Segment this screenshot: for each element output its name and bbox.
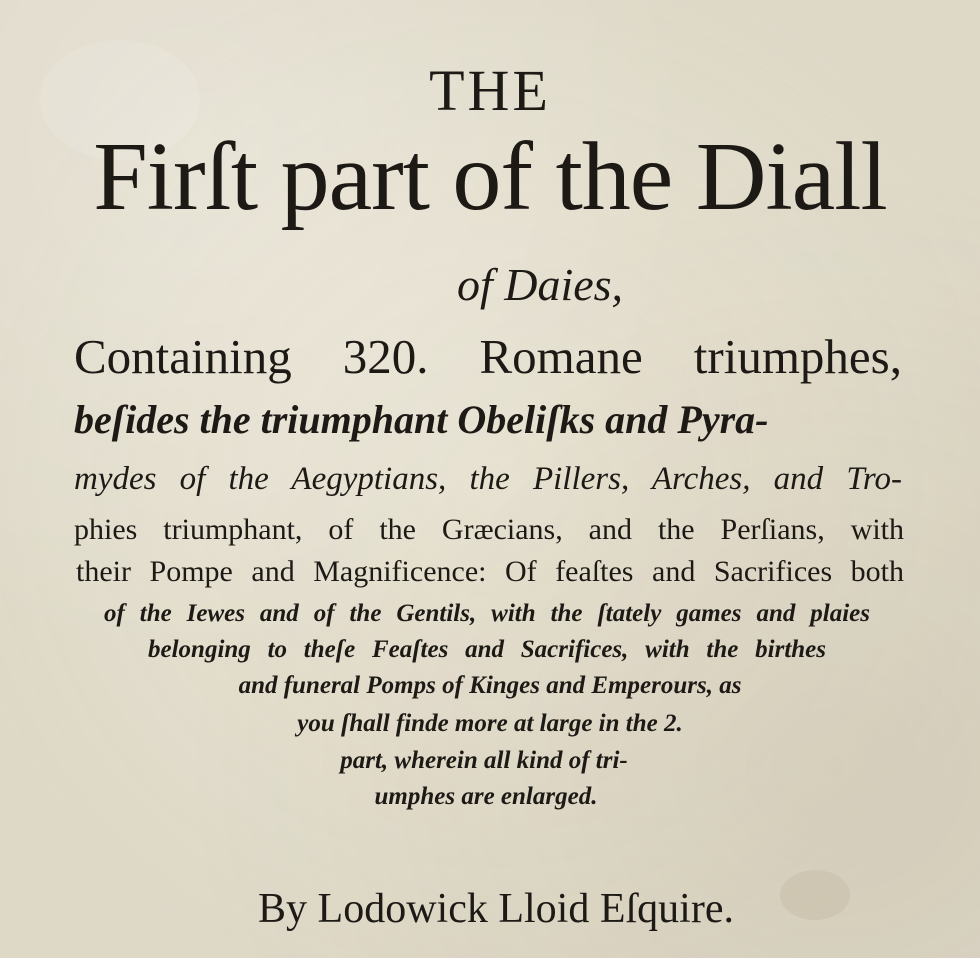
description-line-9: you ſhall finde more at large in the 2. — [297, 710, 683, 737]
description-line-6: of the Iewes and of the Gentils, with the ſtately games and plaies — [104, 600, 870, 627]
description-line-2: beſides the triumphant Obeliſks and Pyra- — [74, 397, 769, 442]
subtitle-of-daies: of Daies, — [456, 259, 624, 310]
description-line-8: and funeral Pomps of Kinges and Emperours, as — [238, 672, 742, 699]
description-line-4: phies triumphant, of the Græcians, and the Perſians, with — [74, 513, 904, 546]
heading-the: THE — [429, 58, 551, 123]
description-line-11: umphes are enlarged. — [374, 783, 598, 810]
description-line-10: part, wherein all kind of tri- — [340, 747, 628, 774]
description-line-7: belonging to theſe Feaſtes and Sacrifices, with the birthes — [148, 636, 826, 663]
description-line-5: their Pompe and Magnificence: Of feaſtes and Sacrifices both — [76, 555, 904, 588]
description-line-3: mydes of the Aegyptians, the Pillers, Arches, and Tro- — [74, 461, 902, 497]
description-line-1: Containing 320. Romane triumphes, — [74, 329, 902, 384]
author-line: By Lodowick Lloid Eſquire. — [258, 886, 734, 932]
main-title: Firſt part of the Diall — [93, 123, 887, 231]
